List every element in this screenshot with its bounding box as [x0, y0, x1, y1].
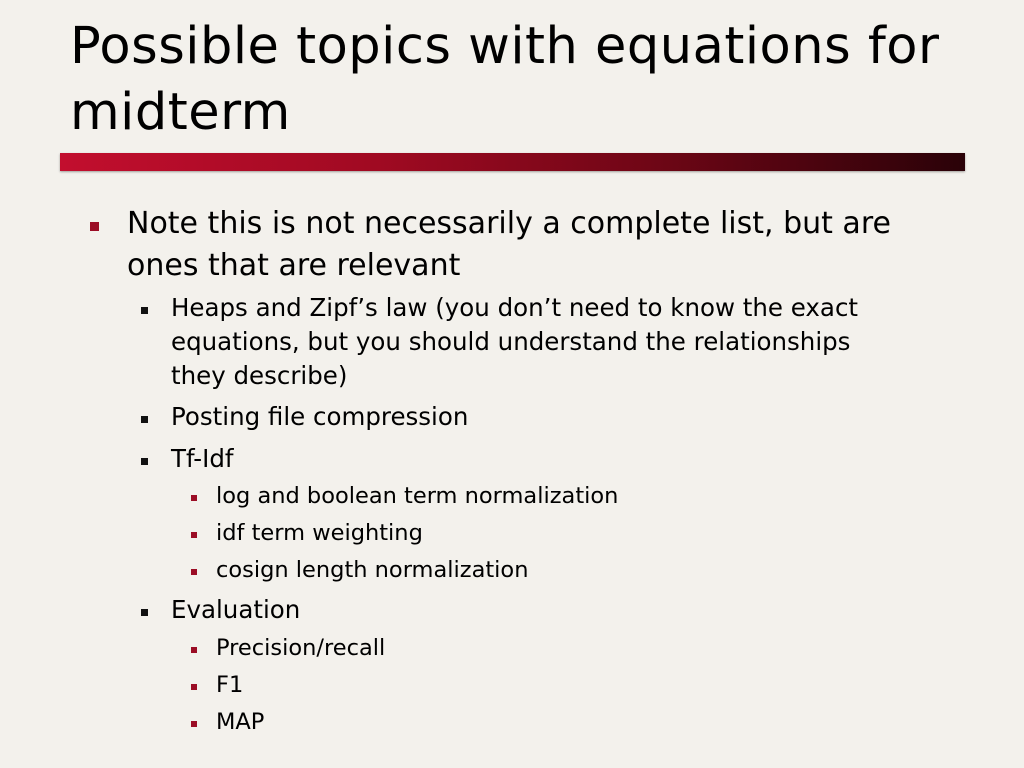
subtopic-item-idf-weighting — [216, 518, 896, 548]
square-bullet-icon — [141, 416, 148, 423]
square-bullet-icon — [90, 222, 99, 231]
subtopic-item-text: MAP — [216, 709, 265, 735]
subtopic-item-text: idf term weighting — [216, 520, 423, 546]
topic-item-posting-compression — [171, 400, 871, 434]
subtopic-item-map — [216, 707, 896, 737]
topic-item-evaluation — [171, 593, 871, 627]
square-bullet-icon — [191, 684, 197, 690]
subtopic-item-text: cosign length normalization — [216, 557, 529, 583]
subtopic-item-log-boolean — [216, 481, 896, 511]
topic-item-heaps-zipf — [171, 291, 871, 393]
topic-item-text: Posting file compression — [171, 402, 469, 431]
bullet-intro — [127, 203, 927, 287]
subtopic-item-precision-recall — [216, 633, 896, 663]
subtopic-item-text: log and boolean term normalization — [216, 483, 619, 509]
topic-item-text: Tf-Idf — [171, 444, 234, 473]
square-bullet-icon — [191, 532, 197, 538]
square-bullet-icon — [141, 307, 148, 314]
square-bullet-icon — [191, 569, 197, 575]
square-bullet-icon — [191, 495, 197, 501]
subtopic-item-cosign-normalization — [216, 555, 896, 585]
topic-item-text: Heaps and Zipf’s law (you don’t need to know the exact equations, but you should understand the relationships they describe) — [171, 293, 859, 390]
subtopic-item-text: Precision/recall — [216, 635, 386, 661]
slide-title: Possible topics with equations for midterm — [70, 17, 940, 142]
subtopic-item-text: F1 — [216, 672, 244, 698]
square-bullet-icon — [141, 458, 148, 465]
topic-item-tf-idf — [171, 442, 871, 476]
square-bullet-icon — [191, 721, 197, 727]
topic-item-text: Evaluation — [171, 595, 301, 624]
subtopic-item-f1 — [216, 670, 896, 700]
square-bullet-icon — [191, 647, 197, 653]
title-divider — [60, 153, 965, 171]
square-bullet-icon — [141, 609, 148, 616]
bullet-intro-text: Note this is not necessarily a complete list, but are ones that are relevant — [127, 206, 891, 283]
